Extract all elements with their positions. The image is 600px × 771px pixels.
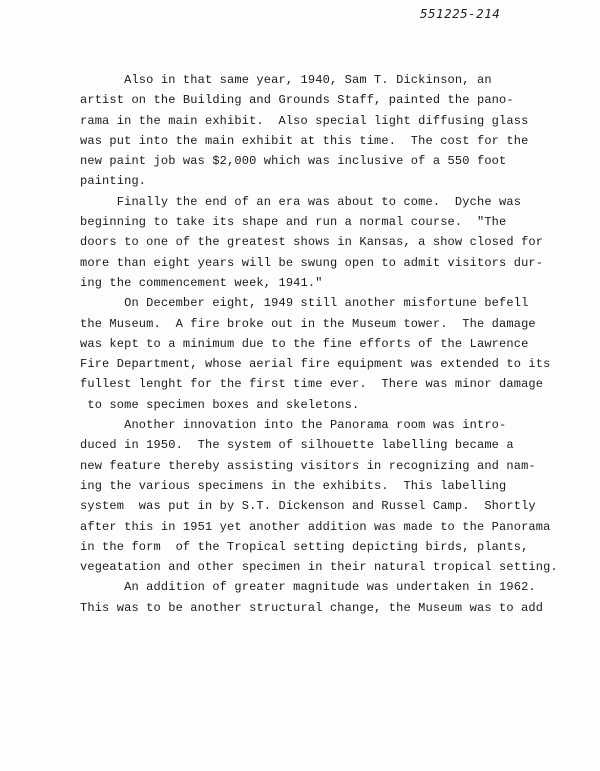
text-line: new paint job was $2,000 which was inclusive of a 550 foot — [80, 154, 507, 169]
text-line: doors to one of the greatest shows in Kansas, a show closed for — [80, 235, 544, 250]
text-line: Finally the end of an era was about to come. Dyche was — [80, 194, 522, 209]
text-line: more than eight years will be swung open to admit visitors dur- — [80, 255, 544, 270]
text-line: rama in the main exhibit. Also special light diffusing glass — [80, 113, 529, 128]
text-line: the Museum. A fire broke out in the Museum tower. The damage — [80, 316, 536, 331]
text-line: Another innovation into the Panorama room was intro- — [80, 418, 507, 433]
text-line: ing the various specimens in the exhibits. This labelling — [80, 478, 507, 493]
text-line: in the form of the Tropical setting depicting birds, plants, — [80, 539, 529, 554]
text-line: beginning to take its shape and run a normal course. "The — [80, 215, 507, 230]
text-line: system was put in by S.T. Dickenson and Russel Camp. Shortly — [80, 499, 536, 514]
text-line: This was to be another structural change, the Museum was to add — [80, 600, 544, 615]
text-line: ing the commencement week, 1941." — [80, 275, 323, 290]
text-line: to some specimen boxes and skeletons. — [80, 397, 360, 412]
text-line: painting. — [80, 174, 147, 189]
text-line: Fire Department, whose aerial fire equipment was extended to its — [80, 357, 551, 372]
body-text — [80, 70, 558, 618]
text-line: Also in that same year, 1940, Sam T. Dickinson, an — [80, 73, 492, 87]
text-line: duced in 1950. The system of silhouette labelling became a — [80, 438, 514, 453]
text-line: after this in 1951 yet another addition was made to the Panorama — [80, 519, 551, 534]
text-line: On December eight, 1949 still another misfortune befell — [80, 296, 529, 311]
text-line: new feature thereby assisting visitors in recognizing and nam- — [80, 458, 536, 473]
text-line: was kept to a minimum due to the fine efforts of the Lawrence — [80, 336, 529, 351]
text-line: vegeatation and other specimen in their natural tropical setting. — [80, 560, 558, 575]
text-line: An addition of greater magnitude was undertaken in 1962. — [80, 580, 536, 595]
text-line: artist on the Building and Grounds Staff, painted the pano- — [80, 93, 514, 108]
text-line: was put into the main exhibit at this time. The cost for the — [80, 133, 529, 148]
text-line: fullest lenght for the first time ever. There was minor damage — [80, 377, 544, 392]
document-id: 551225-214 — [420, 6, 501, 21]
